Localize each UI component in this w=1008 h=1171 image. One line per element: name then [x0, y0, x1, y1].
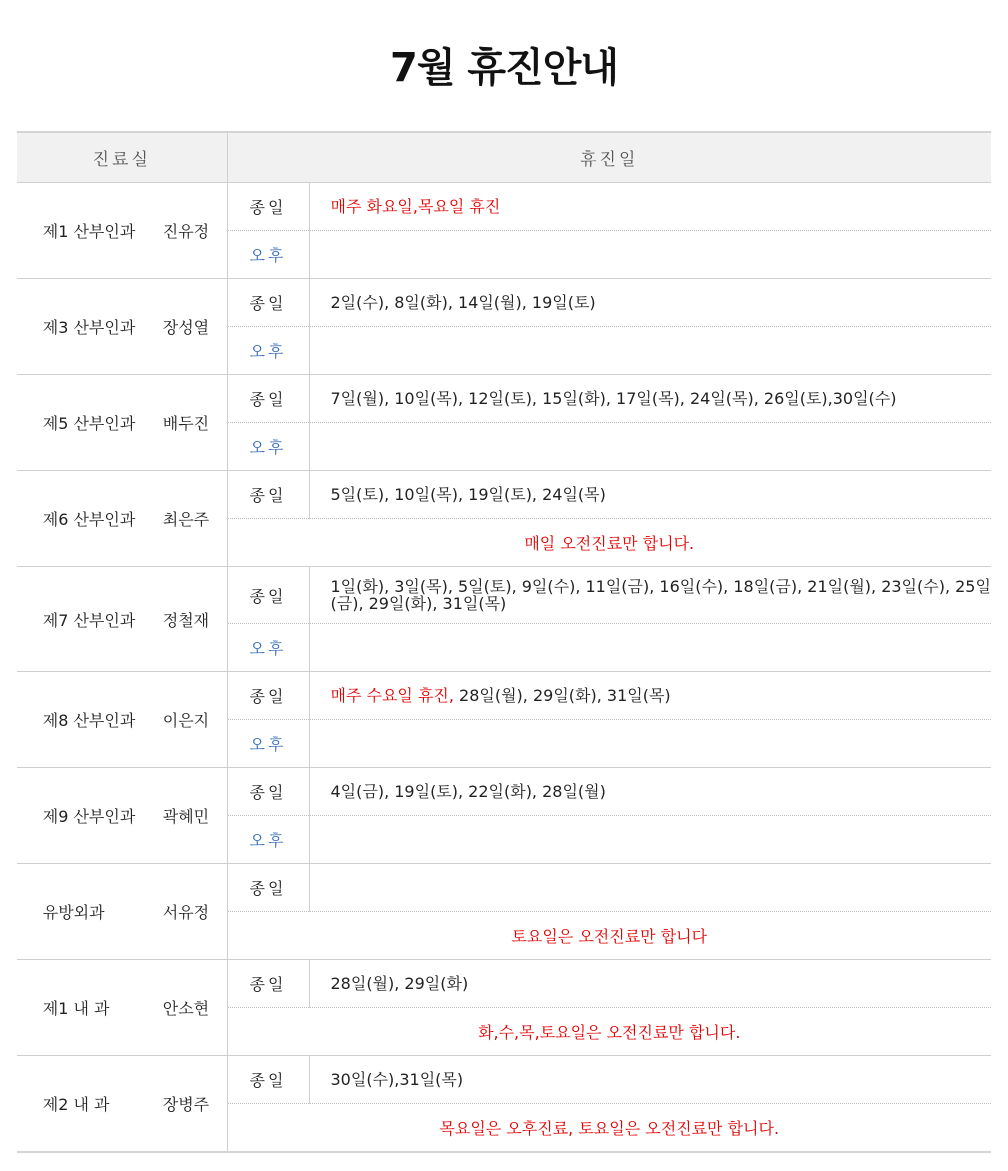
afternoon-label: 오후 [227, 720, 309, 768]
doctor-name: 장성열 [162, 318, 210, 337]
full-day-dates: 4일(금), 19일(토), 22일(화), 28일(월) [309, 768, 991, 816]
table-row [17, 567, 991, 624]
full-day-dates: 매주 수요일 휴진, 28일(월), 29일(화), 31일(목) [309, 672, 991, 720]
full-day-notice: 매주 수요일 휴진, [330, 686, 454, 705]
afternoon-dates [309, 423, 991, 471]
full-day-dates: 1일(화), 3일(목), 5일(토), 9일(수), 11일(금), 16일(수), 18일(금), 21일(월), 23일(수), 25일(금), 29일(화), 31일(목) [309, 567, 991, 624]
doctor-name: 장병주 [162, 1095, 210, 1114]
afternoon-label: 오후 [227, 231, 309, 279]
table-row [17, 1056, 991, 1104]
doctor-name: 이은지 [162, 711, 210, 730]
dept-name: 제9 산부인과 [42, 807, 136, 826]
doctor-name: 안소현 [162, 999, 210, 1018]
dept-cell [17, 183, 227, 279]
dept-cell [17, 471, 227, 567]
afternoon-dates [309, 816, 991, 864]
full-day-label: 종일 [227, 375, 309, 423]
full-day-label: 종일 [227, 183, 309, 231]
dept-cell [17, 960, 227, 1056]
afternoon-dates [309, 327, 991, 375]
header-closed-days: 휴진일 [227, 132, 991, 183]
table-row [17, 183, 991, 231]
doctor-name: 배두진 [162, 414, 210, 433]
table-row [17, 471, 991, 519]
dept-cell [17, 864, 227, 960]
afternoon-dates [309, 624, 991, 672]
full-day-dates: 30일(수),31일(목) [309, 1056, 991, 1104]
full-day-dates: 5일(토), 10일(목), 19일(토), 24일(목) [309, 471, 991, 519]
afternoon-dates [309, 720, 991, 768]
afternoon-label: 오후 [227, 423, 309, 471]
dept-name: 제8 산부인과 [42, 711, 136, 730]
doctor-name: 진유정 [162, 222, 210, 241]
row-note: 토요일은 오전진료만 합니다 [227, 912, 991, 960]
table-row [17, 864, 991, 912]
row-note: 매일 오전진료만 합니다. [227, 519, 991, 567]
afternoon-label: 오후 [227, 816, 309, 864]
afternoon-dates [309, 231, 991, 279]
dept-cell [17, 768, 227, 864]
dept-name: 제6 산부인과 [42, 510, 136, 529]
full-day-label: 종일 [227, 960, 309, 1008]
afternoon-label: 오후 [227, 624, 309, 672]
full-day-dates [309, 183, 991, 231]
row-note: 목요일은 오후진료, 토요일은 오전진료만 합니다. [227, 1104, 991, 1153]
dept-name: 제2 내 과 [42, 1095, 110, 1114]
table-row [17, 279, 991, 327]
full-day-label: 종일 [227, 567, 309, 624]
full-day-dates: 2일(수), 8일(화), 14일(월), 19일(토) [309, 279, 991, 327]
full-day-notice: 매주 화요일,목요일 휴진 [330, 197, 501, 216]
full-day-label: 종일 [227, 471, 309, 519]
doctor-name: 곽혜민 [162, 807, 210, 826]
row-note: 화,수,목,토요일은 오전진료만 합니다. [227, 1008, 991, 1056]
full-day-label: 종일 [227, 672, 309, 720]
table-row [17, 768, 991, 816]
dept-name: 유방외과 [42, 903, 105, 922]
dept-cell [17, 1056, 227, 1153]
table-header-row [17, 132, 991, 183]
dept-name: 제1 내 과 [42, 999, 110, 1018]
full-day-dates [309, 864, 991, 912]
doctor-name: 최은주 [162, 510, 210, 529]
header-dept: 진료실 [17, 132, 227, 183]
full-day-label: 종일 [227, 279, 309, 327]
dept-name: 제5 산부인과 [42, 414, 136, 433]
doctor-name: 서유정 [162, 903, 210, 922]
table-row [17, 375, 991, 423]
closed-days-table [17, 131, 991, 1153]
full-day-label: 종일 [227, 864, 309, 912]
dept-cell [17, 672, 227, 768]
dept-name: 제7 산부인과 [42, 610, 136, 630]
doctor-name: 정철재 [162, 610, 210, 630]
table-row [17, 960, 991, 1008]
afternoon-label: 오후 [227, 327, 309, 375]
table-row [17, 672, 991, 720]
dept-cell [17, 567, 227, 672]
full-day-dates: 7일(월), 10일(목), 12일(토), 15일(화), 17일(목), 24일(목), 26일(토),30일(수) [309, 375, 991, 423]
full-day-label: 종일 [227, 1056, 309, 1104]
dept-cell [17, 279, 227, 375]
page-title: 7월 휴진안내 [390, 45, 618, 91]
dept-name: 제1 산부인과 [42, 222, 136, 241]
full-day-label: 종일 [227, 768, 309, 816]
dept-name: 제3 산부인과 [42, 318, 136, 337]
dept-cell [17, 375, 227, 471]
full-day-dates: 28일(월), 29일(화) [309, 960, 991, 1008]
